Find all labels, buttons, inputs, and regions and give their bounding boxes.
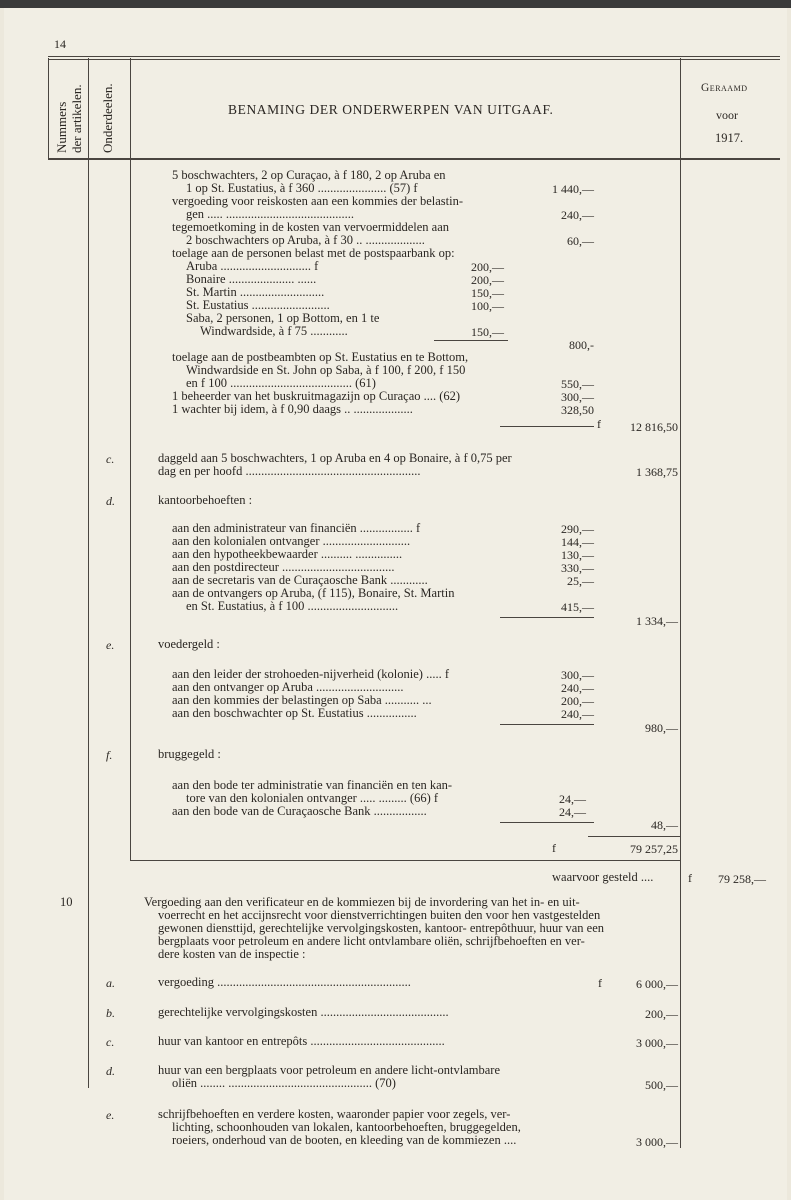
header-benaming: BENAMING DER ONDERWERPEN VAN UITGAAF. <box>228 102 554 117</box>
amount: 100,— <box>471 299 504 313</box>
amount: 330,— <box>561 561 594 575</box>
item-label: b. <box>106 1006 115 1020</box>
item-label: d. <box>106 1064 115 1078</box>
text-line: en St. Eustatius, à f 100 ............................. <box>186 599 399 613</box>
text-line: Vergoeding aan den verificateur en de kommiezen bij de invordering van het in- en uit- <box>144 895 580 909</box>
gesteld-amount: 79 258,— <box>718 872 766 886</box>
item-label: a. <box>106 976 115 990</box>
header-voor: voor <box>716 108 738 122</box>
item-label: f. <box>106 748 113 762</box>
amount: 3 000,— <box>636 1135 678 1149</box>
header-onderdeelen: Onderdeelen. <box>100 83 115 153</box>
amount: 300,— <box>561 668 594 682</box>
amount: 150,— <box>471 286 504 300</box>
block-c-total: 1 368,75 <box>636 465 678 479</box>
text-line: roeiers, onderhoud van de booten, en kleeding van de kommiezen .... <box>172 1133 517 1147</box>
text-line: voerrecht en het accijnsrecht voor dienstverrichtingen buiten den voor hen vastgestelden <box>158 908 601 922</box>
amount: 550,— <box>561 377 594 391</box>
text-line: aan den bode van de Curaçaosche Bank ................. <box>172 804 427 818</box>
text-line: gerechtelijke vervolgingskosten ......................................... <box>158 1005 449 1019</box>
text-line: St. Eustatius ......................... <box>186 298 330 312</box>
text-line: daggeld aan 5 boschwachters, 1 op Aruba en 4 op Bonaire, à f 0,75 per <box>158 451 512 465</box>
currency-f: f <box>688 871 692 885</box>
sum-rule <box>500 426 594 427</box>
text-line: Saba, 2 personen, 1 op Bottom, en 1 te <box>186 311 380 325</box>
amount: 415,— <box>561 600 594 614</box>
sum-rule <box>500 822 594 823</box>
sum-rule <box>500 724 594 725</box>
section-rule <box>130 860 680 861</box>
header-der-artikelen: der artikelen. <box>69 84 84 153</box>
text-line: toelage aan de postbeambten op St. Eustatius en te Bottom, <box>172 350 469 364</box>
text-line: aan den administrateur van financiën ................. f <box>172 521 421 535</box>
text-line: tegemoetkoming in de kosten van vervoermiddelen aan <box>172 220 449 234</box>
document-page <box>4 8 787 1200</box>
amount: 144,— <box>561 535 594 549</box>
text-line: toelage aan de personen belast met de postspaarbank op: <box>172 246 455 260</box>
sum-rule <box>434 340 508 341</box>
amount: 24,— <box>559 805 586 819</box>
text-line: 1 op St. Eustatius, à f 360 ...................... (57) f <box>186 181 418 195</box>
text-line: tore van den kolonialen ontvanger ..... ......... (66) f <box>186 791 439 805</box>
waarvoor-gesteld-label: waarvoor gesteld .... <box>552 870 654 884</box>
text-line: schrijfbehoeften en verdere kosten, waaronder papier voor zegels, ver- <box>158 1107 511 1121</box>
text-line: en f 100 ....................................... (61) <box>186 376 376 390</box>
section-title: kantoorbehoeften : <box>158 493 253 507</box>
text-line: dag en per hoofd ........................................................ <box>158 464 421 478</box>
amount: 800,- <box>569 338 594 352</box>
text-line: dere kosten van de inspectie : <box>158 947 306 961</box>
header-year: 1917. <box>715 131 744 145</box>
currency-f: f <box>597 417 601 431</box>
block-f-total: 48,— <box>651 818 678 832</box>
text-line: vergoeding .............................................................. <box>158 975 411 989</box>
amount: 300,— <box>561 390 594 404</box>
amount: 240,— <box>561 681 594 695</box>
header-rule-top-2 <box>48 59 780 60</box>
amount: 200,— <box>471 273 504 287</box>
text-line: oliën ........ .............................................. (70) <box>172 1076 396 1090</box>
text-line: Windwardside en St. John op Saba, à f 100, f 200, f 150 <box>186 363 466 377</box>
text-line: vergoeding voor reiskosten aan een kommies der belastin- <box>172 194 464 208</box>
amount: 500,— <box>645 1078 678 1092</box>
currency-f: f <box>598 976 602 990</box>
col-line-1 <box>88 58 89 1088</box>
grand-total-amount: 79 257,25 <box>630 842 678 856</box>
text-line: gewonen diensttijd, gerechtelijke vervolgingskosten, kantoor- entrepôthuur, huur van een <box>158 921 604 935</box>
amount: 328,50 <box>561 403 594 417</box>
amount: 6 000,— <box>636 977 678 991</box>
text-line: 1 beheerder van het buskruitmagazijn op Curaçao .... (62) <box>172 389 461 403</box>
amount: 25,— <box>567 574 594 588</box>
amount: 200,— <box>471 260 504 274</box>
text-line: aan de ontvangers op Aruba, (f 115), Bonaire, St. Martin <box>172 586 455 600</box>
scan-border <box>0 0 791 8</box>
text-line: huur van een bergplaats voor petroleum en andere licht-ontvlambare <box>158 1063 500 1077</box>
item-label: e. <box>106 638 115 652</box>
amount: 150,— <box>471 325 504 339</box>
amount: 60,— <box>567 234 594 248</box>
currency-f: f <box>552 841 556 855</box>
header-nummers: Nummers <box>54 101 69 153</box>
text-line: lichting, schoonhouden van lokalen, kantoorbehoeften, bruggegelden, <box>172 1120 521 1134</box>
text-line: aan den kommies der belastingen op Saba ........... ... <box>172 693 432 707</box>
page-number: 14 <box>54 37 66 51</box>
article-number: 10 <box>60 895 73 909</box>
amount: 1 440,— <box>552 182 594 196</box>
text-line: Windwardside, à f 75 ............ <box>200 324 348 338</box>
text-line: 5 boschwachters, 2 op Curaçao, à f 180, 2 op Aruba en <box>172 168 446 182</box>
text-line: Bonaire ..................... ...... <box>186 272 317 286</box>
text-line: aan de secretaris van de Curaçaosche Bank ............ <box>172 573 428 587</box>
amount: 200,— <box>561 694 594 708</box>
amount: 200,— <box>645 1007 678 1021</box>
sum-rule <box>588 836 680 837</box>
text-line: aan den bode ter administratie van financiën en ten kan- <box>172 778 453 792</box>
col-line-2 <box>130 58 131 860</box>
block-e-total: 980,— <box>645 721 678 735</box>
text-line: Aruba ............................. f <box>186 259 319 273</box>
text-line: huur van kantoor en entrepôts ........................................... <box>158 1034 445 1048</box>
text-line: gen ..... ......................................... <box>186 207 355 221</box>
item-label: e. <box>106 1108 115 1122</box>
block-d-total: 1 334,— <box>636 614 678 628</box>
amount: 130,— <box>561 548 594 562</box>
text-line: St. Martin ........................... <box>186 285 325 299</box>
text-line: aan den hypotheekbewaarder .......... ............... <box>172 547 403 561</box>
header-rule-bottom <box>48 158 780 160</box>
section-title: bruggegeld : <box>158 747 221 761</box>
item-label: c. <box>106 1035 115 1049</box>
text-line: 2 boschwachters op Aruba, à f 30 .. ................... <box>186 233 425 247</box>
amount: 290,— <box>561 522 594 536</box>
text-line: aan den ontvanger op Aruba ............................ <box>172 680 404 694</box>
amount: 240,— <box>561 707 594 721</box>
block-b-total: 12 816,50 <box>630 420 678 434</box>
amount: 240,— <box>561 208 594 222</box>
sum-rule <box>500 617 594 618</box>
col-line-left <box>48 58 49 160</box>
text-line: aan den boschwachter op St. Eustatius ................ <box>172 706 417 720</box>
text-line: aan den leider der strohoeden-nijverheid (kolonie) ..... f <box>172 667 449 681</box>
section-title: voedergeld : <box>158 637 220 651</box>
item-label: d. <box>106 494 115 508</box>
header-rule-top <box>48 56 780 57</box>
amount: 3 000,— <box>636 1036 678 1050</box>
header-geraamd: Geraamd <box>701 82 748 94</box>
text-line: 1 wachter bij idem, à f 0,90 daags .. ................... <box>172 402 413 416</box>
text-line: bergplaats voor petroleum en andere licht ontvlambare oliën, schrijfbehoeften en ver- <box>158 934 585 948</box>
text-line: aan den kolonialen ontvanger ............................ <box>172 534 411 548</box>
text-line: aan den postdirecteur .................................... <box>172 560 395 574</box>
amount: 24,— <box>559 792 586 806</box>
item-label: c. <box>106 452 115 466</box>
col-line-3 <box>680 58 681 1148</box>
